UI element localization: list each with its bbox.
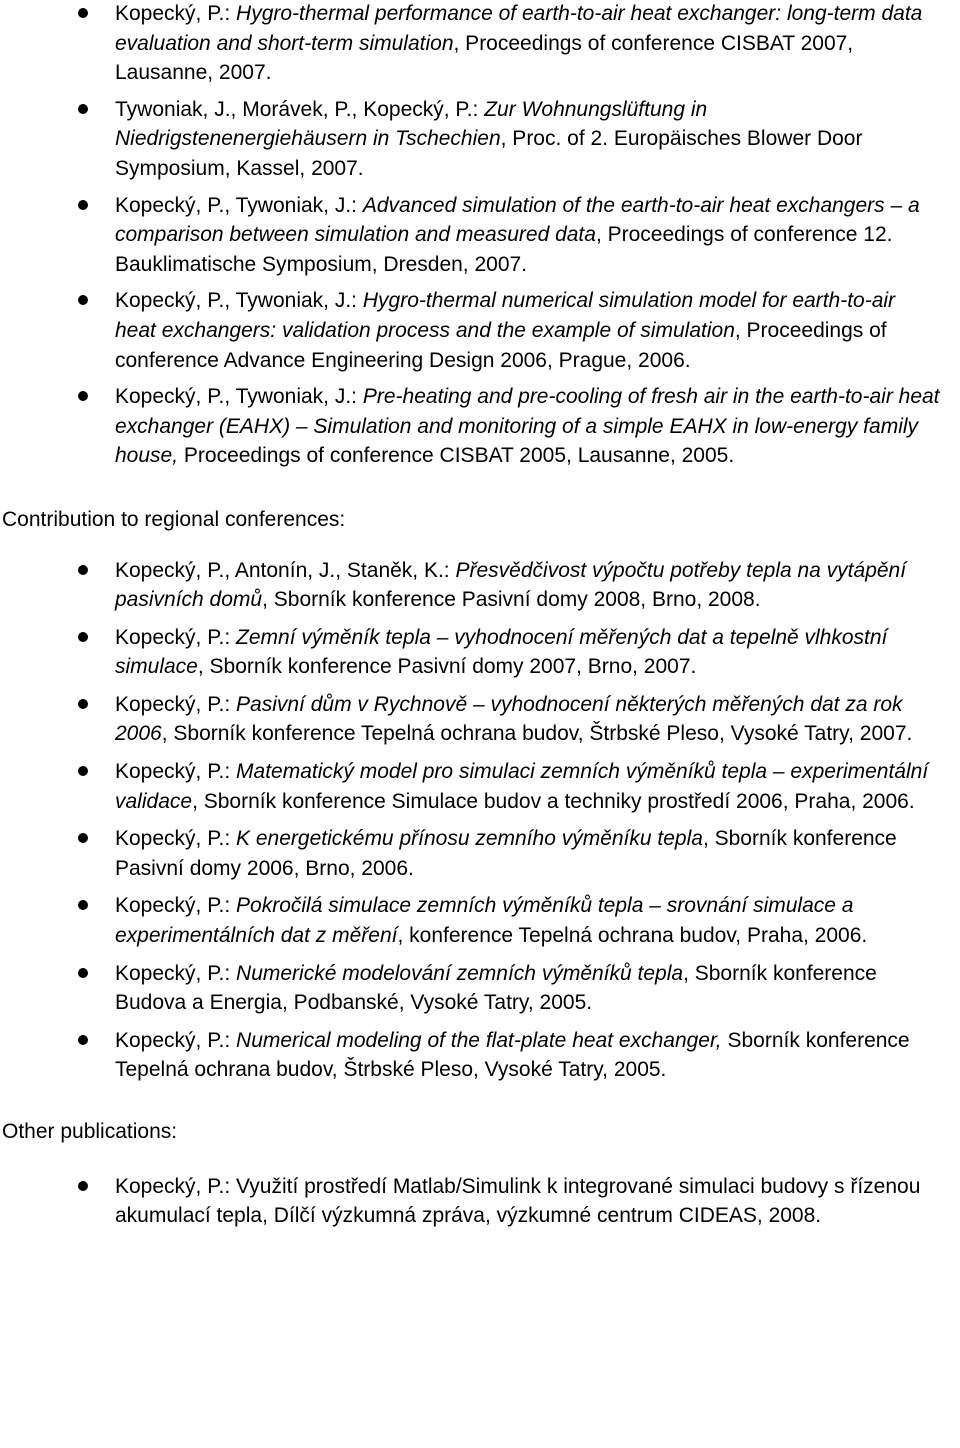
publication-title: Přesvědčivost výpočtu potřeby tepla na vytápění pasivních domů: [115, 558, 907, 612]
bullet-icon: [78, 632, 88, 642]
publication-title: Pasivní dům v Rychnově – vyhodnocení některých měřených dat za rok 2006: [115, 692, 903, 746]
publication-details: Sborník konference Tepelná ochrana budov, Štrbské Pleso, Vysoké Tatry, 2005.: [115, 1028, 910, 1082]
bullet-icon: [78, 295, 88, 305]
bullet-icon: [78, 900, 88, 910]
authors: Kopecký, P.:: [115, 961, 237, 985]
authors: Kopecký, P., Tywoniak, J.:: [115, 385, 363, 409]
list-item: [115, 757, 940, 816]
list-item: [115, 891, 940, 950]
authors: Tywoniak, J., Morávek, P., Kopecký, P.:: [115, 97, 485, 121]
regional-conferences-heading: Contribution to regional conferences:: [2, 507, 346, 531]
publication-title: Hygro-thermal numerical simulation model for earth-to-air heat exchangers: validation process and the example of simulation: [115, 289, 896, 342]
publication-details: , Sborník konference Pasivní domy 2006, Brno, 2006.: [115, 827, 897, 880]
list-item: [115, 382, 940, 471]
publication-title: Matematický model pro simulaci zemních výměníků tepla – experimentální validace: [115, 760, 929, 813]
authors: Kopecký, P.:: [115, 625, 237, 649]
authors: Kopecký, P., Antonín, J., Staněk, K.:: [115, 558, 456, 582]
list-item: [115, 286, 940, 375]
publication-details: Proceedings of conference CISBAT 2005, Lausanne, 2005.: [178, 444, 735, 468]
list-item: [115, 95, 940, 184]
publication-title: Zemní výměník tepla – vyhodnocení měřených dat a tepelně vlhkostní simulace: [115, 625, 888, 679]
other-publications-heading: Other publications:: [2, 1120, 178, 1143]
publication-title: Hygro-thermal performance of earth-to-air heat exchanger: long-term data evaluation and short-term simulation: [115, 2, 923, 55]
bullet-icon: [78, 200, 88, 210]
authors: Kopecký, P.:: [115, 894, 237, 918]
list-item: [115, 191, 940, 280]
bullet-icon: [78, 1181, 88, 1191]
authors: Kopecký, P., Tywoniak, J.:: [115, 193, 363, 217]
bullet-icon: [78, 565, 88, 575]
other-publications-list: [0, 1172, 960, 1231]
publication-details: , Sborník konference Pasivní domy 2008, Brno, 2008.: [262, 588, 761, 612]
list-item: [115, 690, 940, 749]
regional-publications-list: [0, 556, 960, 1086]
publication-details: , Proc. of 2. Europäisches Blower Door Symposium, Kassel, 2007.: [115, 127, 863, 180]
publication-title: Pokročilá simulace zemních výměníků tepla – srovnání simulace a experimentálních dat z měření: [115, 894, 854, 948]
authors: Kopecký, P.:: [115, 1174, 237, 1198]
list-item: [115, 1172, 940, 1231]
bullet-icon: [78, 1035, 88, 1045]
publication-title: Pre-heating and pre-cooling of fresh air in the earth-to-air heat exchanger (EAHX) – Simulation and monitoring of a simple EAHX in low-energy family house,: [115, 385, 940, 468]
publication-title: Numerické modelování zemních výměníků tepla: [236, 961, 684, 985]
bullet-icon: [78, 104, 88, 114]
list-item: [115, 556, 940, 615]
publication-details: , Sborník konference Budova a Energia, Podbanské, Vysoké Tatry, 2005.: [115, 961, 877, 1015]
publication-title: Zur Wohnungslüftung in Niedrigstenenergiehäusern in Tschechien: [115, 97, 708, 151]
publication-details: , Proceedings of conference CISBAT 2007, Lausanne, 2007.: [115, 31, 854, 85]
publication-details: Využití prostředí Matlab/Simulink k integrované simulaci budovy s řízenou akumulací tepla, Dílčí výzkumná zpráva, výzkumné centrum CIDEAS, 2008.: [115, 1174, 921, 1228]
publication-title: Advanced simulation of the earth-to-air heat exchangers – a comparison between simulation and measured data: [115, 193, 920, 247]
publication-details: , Proceedings of conference Advance Engineering Design 2006, Prague, 2006.: [115, 318, 887, 372]
list-item: [115, 623, 940, 682]
list-item: [115, 0, 940, 88]
publication-title: Numerical modeling of the flat-plate heat exchanger,: [236, 1028, 722, 1052]
international-publications-list: [0, 0, 960, 471]
authors: Kopecký, P.:: [115, 2, 237, 25]
list-item: [115, 959, 940, 1018]
list-item: [115, 1026, 940, 1085]
publication-details: , Sborník konference Pasivní domy 2007, Brno, 2007.: [197, 655, 697, 679]
authors: Kopecký, P., Tywoniak, J.:: [115, 289, 363, 313]
publication-details: , konference Tepelná ochrana budov, Praha, 2006.: [397, 924, 868, 948]
publication-details: , Sborník konference Simulace budov a techniky prostředí 2006, Praha, 2006.: [192, 789, 915, 813]
list-item: [115, 824, 940, 883]
publication-details: , Proceedings of conference 12. Bauklimatische Symposium, Dresden, 2007.: [115, 223, 893, 276]
bullet-icon: [78, 968, 88, 978]
publication-details: , Sborník konference Tepelná ochrana budov, Štrbské Pleso, Vysoké Tatry, 2007.: [161, 722, 913, 746]
bullet-icon: [78, 766, 88, 776]
authors: Kopecký, P.:: [115, 827, 237, 851]
authors: Kopecký, P.:: [115, 1028, 237, 1052]
authors: Kopecký, P.:: [115, 692, 237, 716]
bullet-icon: [78, 8, 88, 18]
bullet-icon: [78, 833, 88, 843]
bullet-icon: [78, 699, 88, 709]
publication-title: K energetickému přínosu zemního výměníku tepla: [236, 827, 703, 851]
bullet-icon: [78, 391, 88, 401]
authors: Kopecký, P.:: [115, 760, 237, 784]
